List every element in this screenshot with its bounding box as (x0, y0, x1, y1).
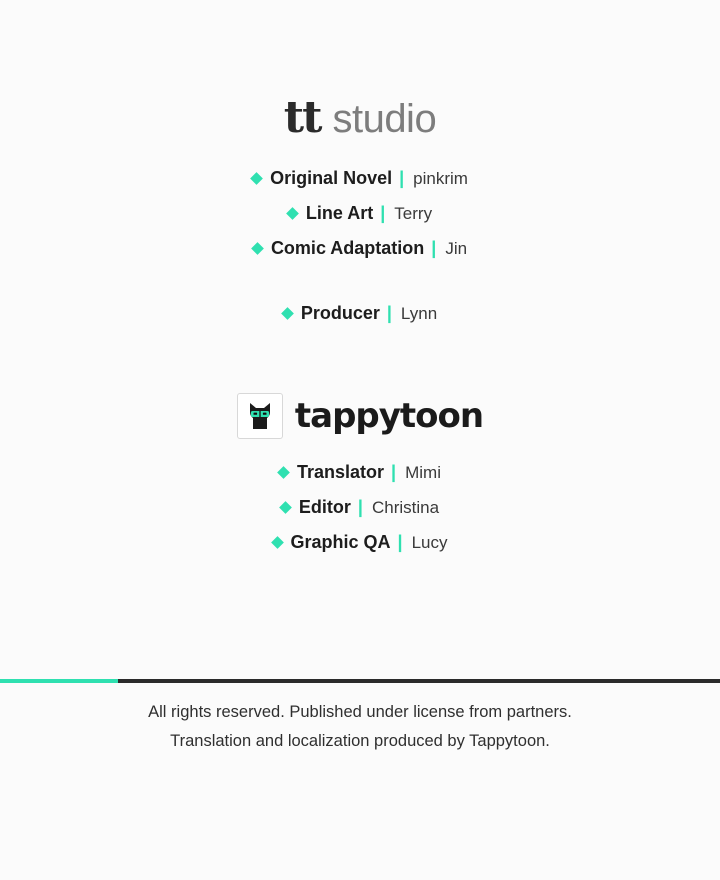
footer-divider-accent (0, 679, 118, 683)
publisher-logo (237, 393, 483, 439)
credit-row (288, 196, 432, 231)
diamond-bullet-icon (251, 242, 264, 255)
footer-rights-line: All rights reserved. Published under license from partners. (148, 703, 572, 721)
studio-logo-mark: tt (283, 92, 321, 143)
diamond-bullet-icon (250, 172, 263, 185)
diamond-bullet-icon (281, 307, 294, 320)
credit-role: Producer (300, 303, 380, 323)
credit-name: Lynn (400, 303, 438, 323)
publisher-credits-list (273, 455, 448, 560)
credit-row (252, 161, 468, 196)
diamond-bullet-icon (286, 207, 299, 220)
credit-separator: | (391, 462, 397, 482)
footer-divider (0, 679, 720, 683)
diamond-bullet-icon (279, 501, 292, 514)
studio-credits-list (252, 161, 468, 331)
credit-name: Christina (371, 497, 440, 517)
credit-name: Lucy (411, 532, 448, 552)
credit-role: Editor (298, 497, 351, 517)
credit-row (279, 455, 441, 490)
credit-row (281, 490, 439, 525)
credit-role: Original Novel (270, 168, 393, 188)
credit-name: Jin (445, 238, 468, 258)
publisher-logo-word: tappytoon (294, 396, 484, 436)
credit-row (273, 525, 448, 560)
footer-divider-dark (118, 679, 720, 683)
credit-row (283, 296, 437, 331)
credit-role: Comic Adaptation (270, 238, 425, 258)
cat-in-sunglasses-icon (237, 393, 283, 439)
studio-logo-word: studio (332, 97, 437, 141)
credit-role: Graphic QA (290, 532, 391, 552)
credit-name: Terry (394, 203, 433, 223)
credit-separator: | (397, 532, 403, 552)
credit-row (253, 231, 467, 266)
credit-separator: | (357, 497, 363, 517)
credit-separator: | (386, 303, 392, 323)
credit-role: Translator (297, 462, 385, 482)
credit-separator: | (380, 203, 386, 223)
footer (0, 698, 720, 756)
credit-separator: | (399, 168, 405, 188)
studio-logo (284, 92, 436, 143)
credit-name: Mimi (405, 462, 441, 482)
credit-separator: | (431, 238, 437, 258)
credit-name: pinkrim (413, 168, 468, 188)
credit-role: Line Art (305, 203, 374, 223)
diamond-bullet-icon (271, 536, 284, 549)
diamond-bullet-icon (277, 466, 290, 479)
footer-localization-line: Translation and localization produced by Tappytoon. (170, 732, 550, 750)
